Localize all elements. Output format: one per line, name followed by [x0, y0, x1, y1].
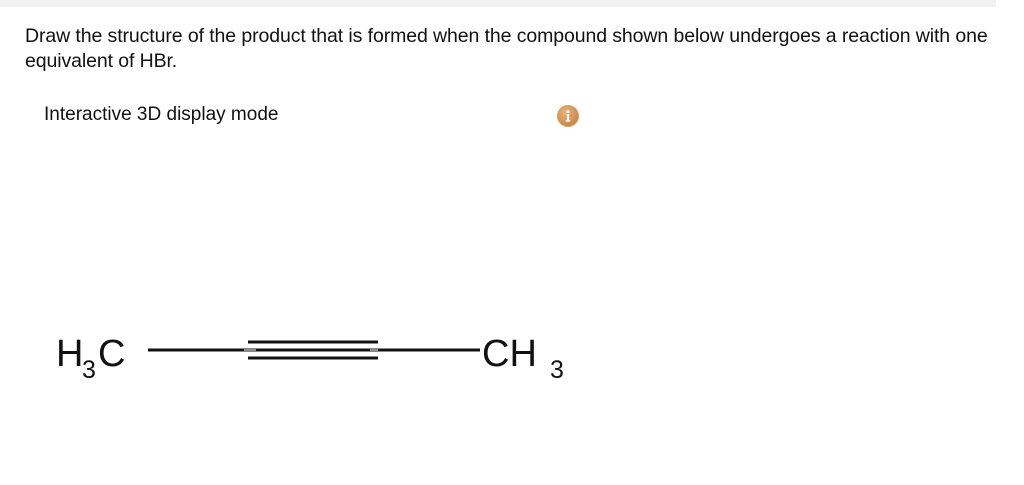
info-icon[interactable]	[557, 105, 579, 127]
top-strip	[0, 0, 996, 7]
left-group-h: H	[56, 333, 84, 375]
left-group-subscript: 3	[82, 356, 96, 384]
triple-bond	[244, 342, 382, 358]
right-group-subscript: 3	[550, 356, 564, 384]
display-mode-label: Interactive 3D display mode	[44, 104, 279, 125]
left-group-c: C	[98, 333, 126, 375]
question-text: Draw the structure of the product that is formed when the compound shown below undergoes a reaction with one equivalent of HBr.	[25, 25, 988, 72]
info-glyph	[557, 105, 579, 127]
right-group-ch: CH	[482, 333, 537, 375]
molecule-structure	[50, 318, 590, 398]
